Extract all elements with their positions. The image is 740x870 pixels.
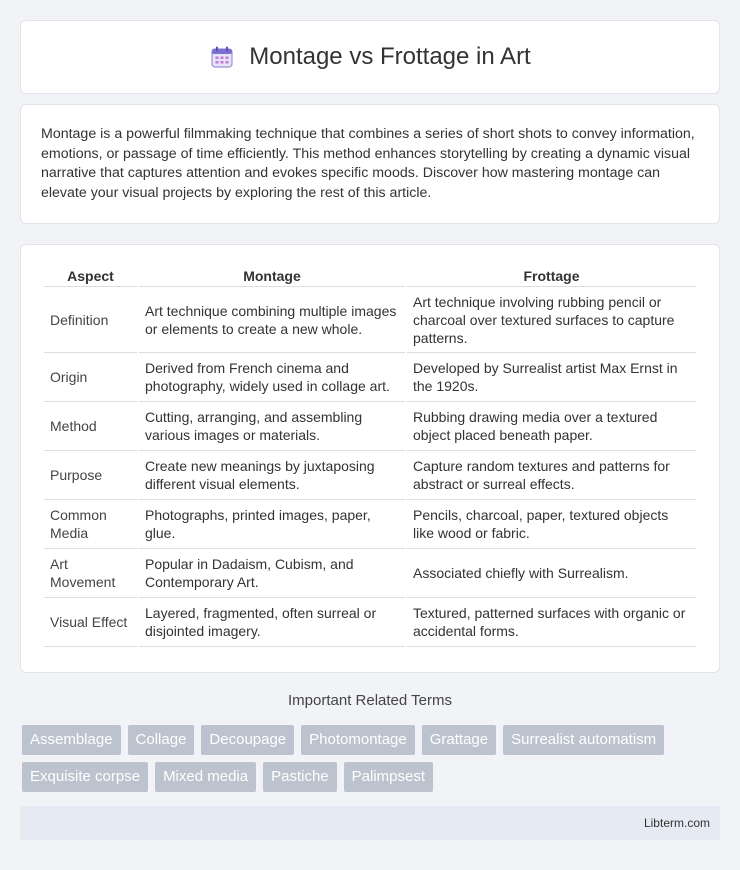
calendar-icon: [209, 44, 235, 70]
cell-montage: Layered, fragmented, often surreal or disjointed imagery.: [139, 598, 405, 647]
related-term-tag[interactable]: Collage: [128, 725, 195, 755]
related-term-tag[interactable]: Assemblage: [22, 725, 121, 755]
cell-frottage: Capture random textures and patterns for abstract or surreal effects.: [407, 451, 696, 500]
cell-frottage: Pencils, charcoal, paper, textured objects like wood or fabric.: [407, 500, 696, 549]
column-header-frottage: Frottage: [407, 265, 696, 287]
related-term-tag[interactable]: Decoupage: [201, 725, 294, 755]
table-row: [44, 402, 696, 451]
intro-text: Montage is a powerful filmmaking technique that combines a series of short shots to convey information, emotions, or passage of time efficiently. This method enhances storytelling by creating a dynamic visual narrative that captures attention and evokes specific moods. Discover how mastering montage can elevate your visual projects by exploring the rest of this article.: [41, 126, 695, 201]
related-term-tag[interactable]: Mixed media: [155, 762, 256, 792]
comparison-table: [42, 265, 698, 647]
table-row: [44, 353, 696, 402]
cell-montage: Art technique combining multiple images or elements to create a new whole.: [139, 287, 405, 353]
related-term-tag[interactable]: Palimpsest: [344, 762, 433, 792]
related-term-tag[interactable]: Pastiche: [263, 762, 337, 792]
table-row: [44, 500, 696, 549]
title-card: [20, 20, 720, 94]
cell-aspect: Method: [44, 402, 137, 451]
footer: [20, 806, 720, 840]
cell-aspect: Art Movement: [44, 549, 137, 598]
related-terms-list: [22, 725, 722, 792]
cell-montage: Create new meanings by juxtaposing different visual elements.: [139, 451, 405, 500]
column-header-aspect: Aspect: [44, 265, 137, 287]
cell-montage: Popular in Dadaism, Cubism, and Contemporary Art.: [139, 549, 405, 598]
table-row: [44, 598, 696, 647]
related-terms-title: Important Related Terms: [288, 692, 452, 709]
table-row: [44, 549, 696, 598]
cell-frottage: Developed by Surrealist artist Max Ernst in the 1920s.: [407, 353, 696, 402]
related-term-tag[interactable]: Grattage: [422, 725, 496, 755]
related-term-tag[interactable]: Exquisite corpse: [22, 762, 148, 792]
cell-montage: Derived from French cinema and photography, widely used in collage art.: [139, 353, 405, 402]
intro-card: [20, 104, 720, 224]
related-term-tag[interactable]: Surrealist automatism: [503, 725, 664, 755]
related-term-tag[interactable]: Photomontage: [301, 725, 415, 755]
cell-frottage: Associated chiefly with Surrealism.: [407, 549, 696, 598]
table-row: [44, 287, 696, 353]
page-title: Montage vs Frottage in Art: [249, 43, 531, 70]
cell-frottage: Rubbing drawing media over a textured object placed beneath paper.: [407, 402, 696, 451]
cell-aspect: Definition: [44, 287, 137, 353]
cell-montage: Cutting, arranging, and assembling various images or materials.: [139, 402, 405, 451]
column-header-montage: Montage: [139, 265, 405, 287]
cell-frottage: Art technique involving rubbing pencil or charcoal over textured surfaces to capture patterns.: [407, 287, 696, 353]
cell-aspect: Common Media: [44, 500, 137, 549]
cell-aspect: Purpose: [44, 451, 137, 500]
cell-aspect: Visual Effect: [44, 598, 137, 647]
footer-site[interactable]: Libterm.com: [643, 816, 710, 830]
comparison-table-card: [20, 244, 720, 673]
cell-frottage: Textured, patterned surfaces with organic or accidental forms.: [407, 598, 696, 647]
cell-aspect: Origin: [44, 353, 137, 402]
cell-montage: Photographs, printed images, paper, glue.: [139, 500, 405, 549]
table-row: [44, 451, 696, 500]
table-header-row: [44, 265, 696, 287]
